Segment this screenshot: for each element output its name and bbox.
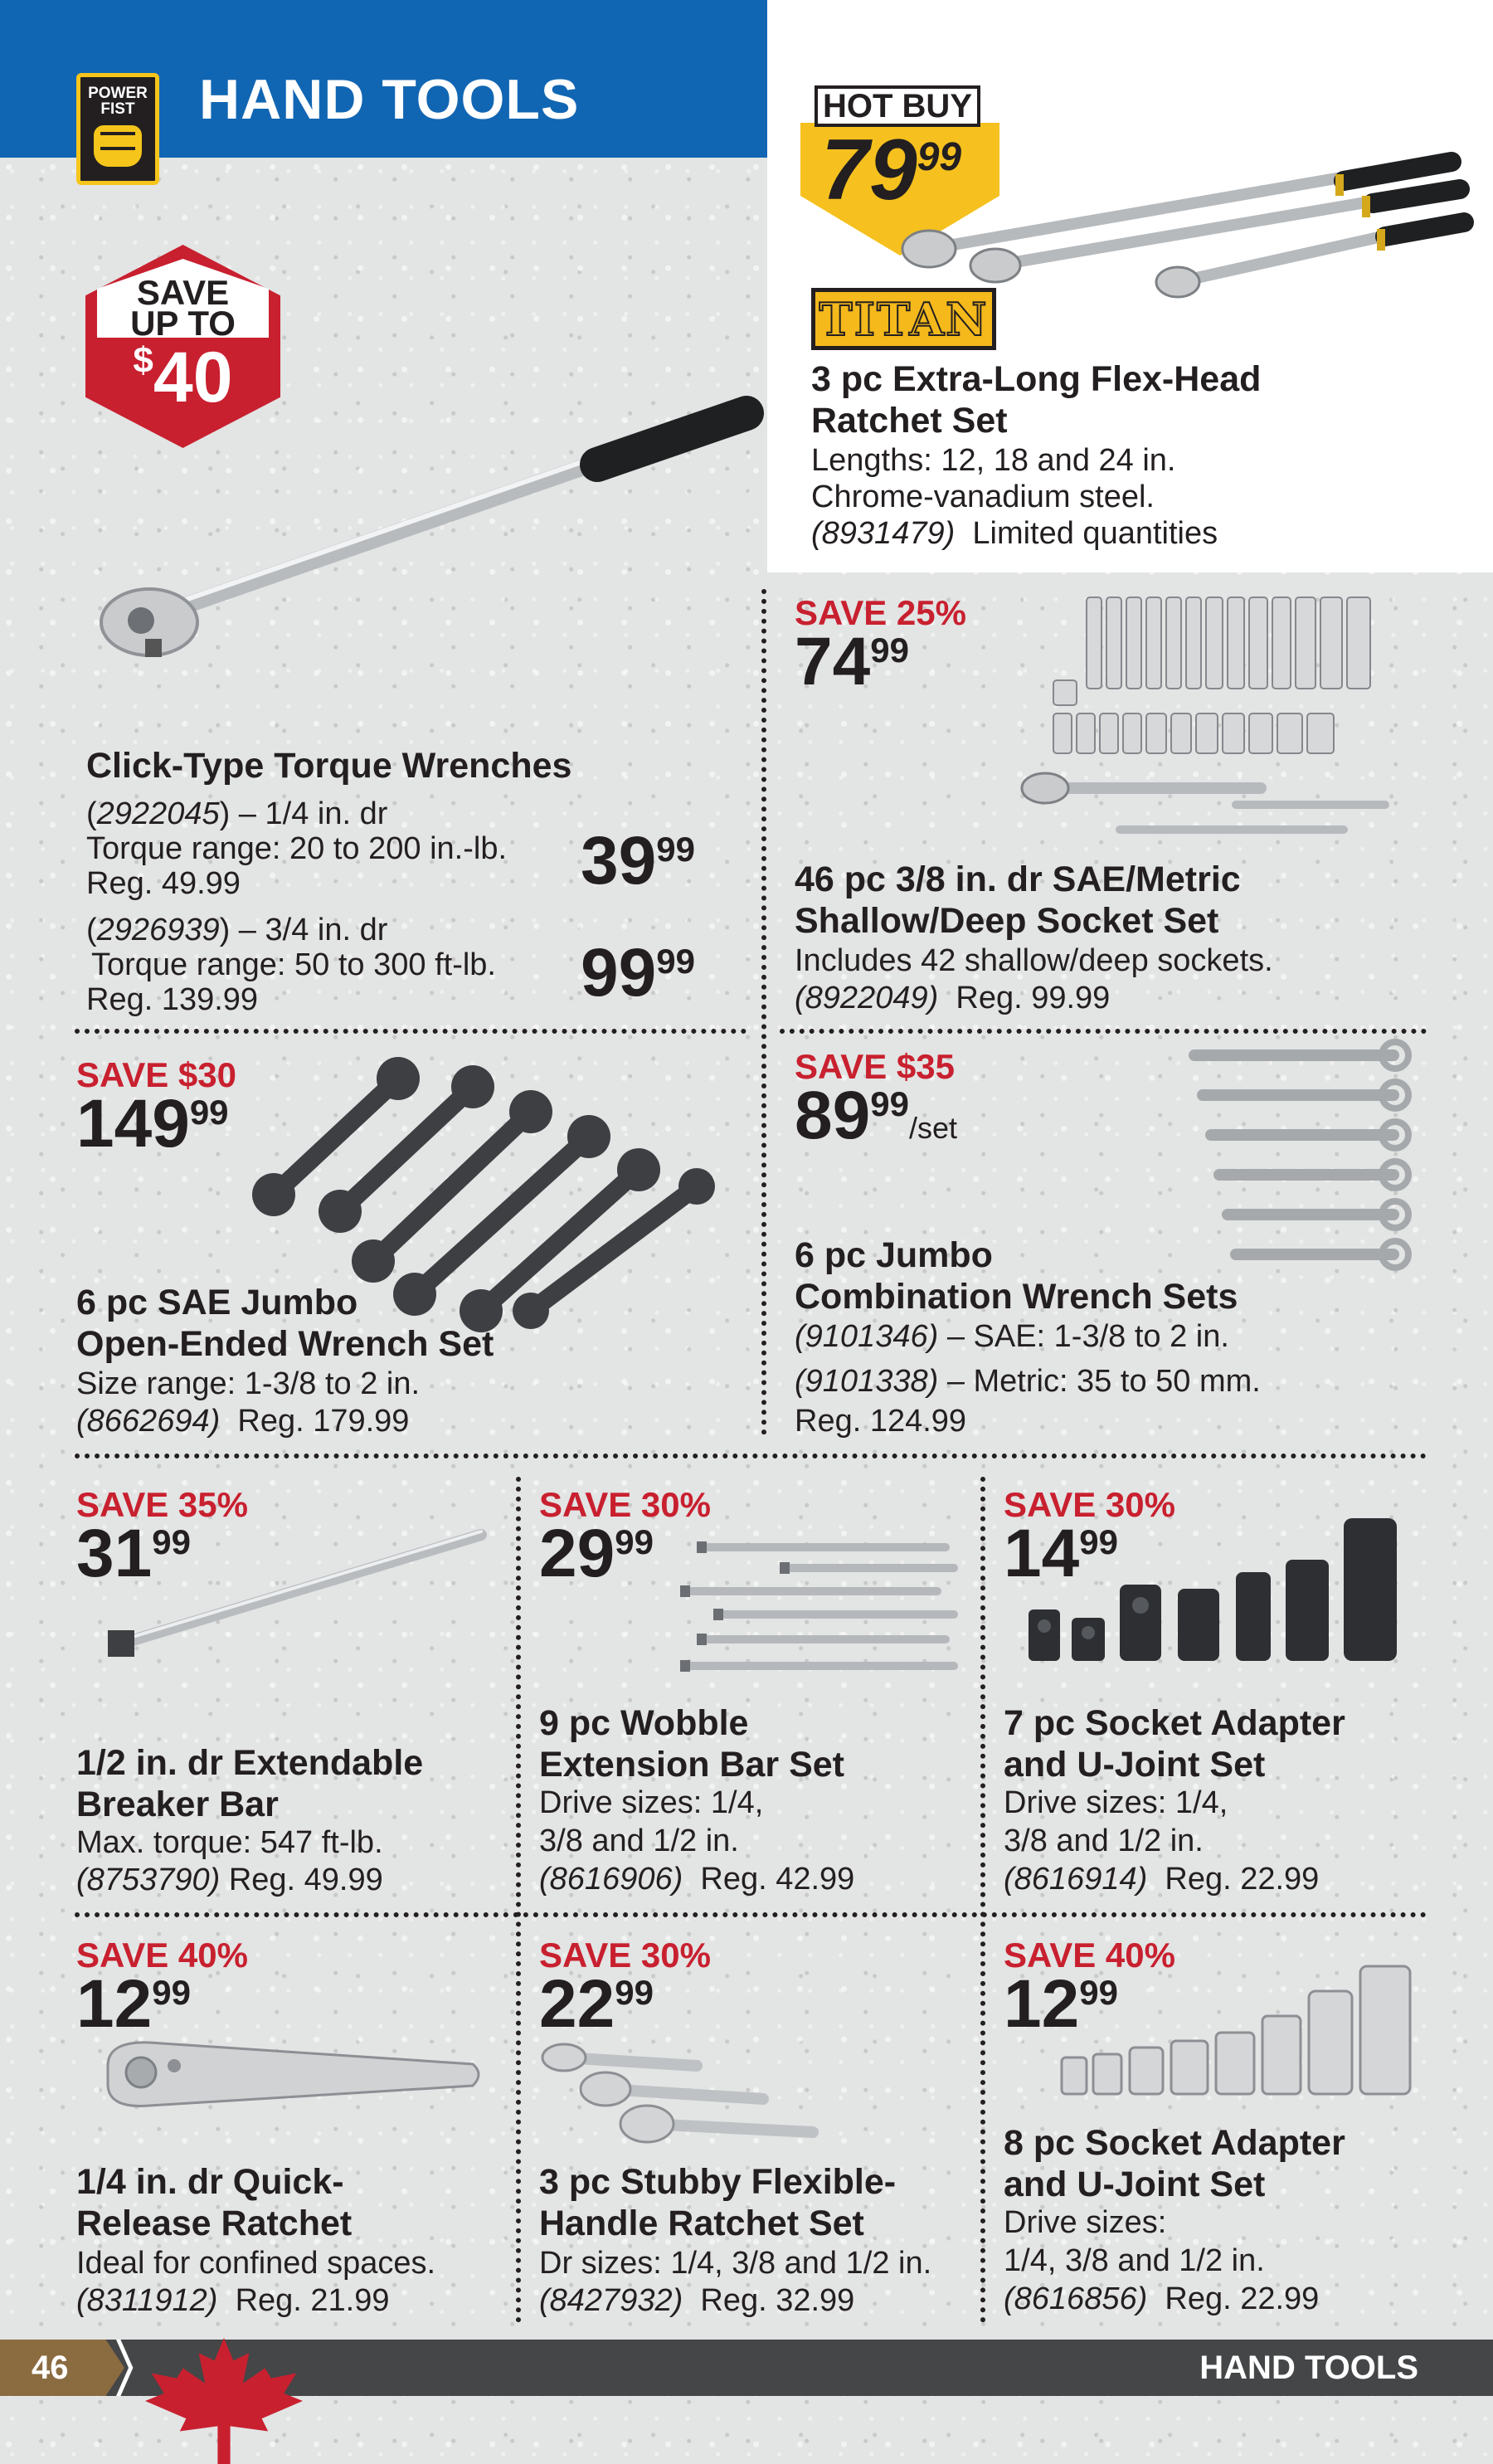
breaker-reg: Reg. 49.99: [228, 1863, 383, 1897]
save-badge-line1: SAVE: [136, 273, 230, 312]
quick-name-line1: 1/4 in. dr Quick-: [76, 2162, 344, 2202]
breaker-name-line1: 1/2 in. dr Extendable: [76, 1743, 424, 1783]
badge-amount-value: 40: [153, 338, 233, 417]
wobble-price-main: 29: [539, 1516, 615, 1591]
torque-v2-line: (2926939) – 3/4 in. dr: [86, 913, 388, 947]
adapter7-price-cents: 99: [1079, 1522, 1118, 1561]
openend-price-main: 149: [76, 1086, 190, 1161]
torque-v1-drive: ) – 1/4 in. dr: [219, 796, 388, 831]
combo-price-cents: 99: [870, 1084, 909, 1123]
socket46-price: [795, 626, 909, 698]
badge-currency: $: [133, 340, 153, 381]
adapter7-desc-line1: Drive sizes: 1/4,: [1004, 1785, 1228, 1820]
adapter8-sku: (8616856): [1004, 2281, 1148, 2316]
socket46-reg: Reg. 99.99: [956, 981, 1111, 1015]
wobble-price: [539, 1518, 654, 1590]
breaker-sku: (8753790): [76, 1863, 221, 1897]
stubby-price: [539, 1966, 654, 2042]
stubby-ratchet-image: [531, 2041, 829, 2149]
quick-release-ratchet-image: [91, 2033, 489, 2132]
socket46-save: SAVE 25%: [795, 593, 966, 632]
socket-adapter-7pc-image: [1020, 1493, 1418, 1676]
breaker-save: SAVE 35%: [76, 1485, 248, 1524]
stubby-price-main: 22: [539, 1966, 615, 2042]
torque-v1-price: [581, 825, 695, 897]
socket46-name-line1: 46 pc 3/8 in. dr SAE/Metric: [795, 859, 1241, 899]
divider-horizontal-full: [75, 1454, 1427, 1458]
save-badge-line2: UP TO: [130, 304, 236, 343]
adapter8-reg: Reg. 22.99: [1165, 2281, 1320, 2316]
titan-brand-logo: [811, 288, 996, 350]
torque-v2-range: Torque range: 50 to 300 ft-lb.: [91, 947, 496, 982]
socket-set-image: [1020, 589, 1385, 855]
stubby-price-cents: 99: [615, 1973, 654, 2012]
divider-vertical-lower-2: [980, 1477, 985, 2323]
titan-brand-text: TITAN: [819, 292, 989, 346]
adapter8-save: SAVE 40%: [1004, 1936, 1175, 1975]
openend-name-line1: 6 pc SAE Jumbo: [76, 1283, 358, 1322]
stubby-desc: Dr sizes: 1/4, 3/8 and 1/2 in.: [539, 2246, 932, 2281]
divider-horizontal-lower: [75, 1912, 1427, 1917]
torque-v1-price-main: 39: [581, 823, 657, 898]
torque-v1-line: (2922045) – 1/4 in. dr: [86, 796, 388, 831]
openend-sku-line: [76, 1402, 409, 1440]
footer-section-label: HAND TOOLS: [1199, 2350, 1418, 2386]
breaker-desc: Max. torque: 547 ft-lb.: [76, 1825, 383, 1860]
combo-price: [795, 1080, 957, 1164]
wobble-desc-line2: 3/8 and 1/2 in.: [539, 1824, 739, 1858]
stubby-name-line1: 3 pc Stubby Flexible-: [539, 2162, 897, 2202]
openend-price-cents: 99: [189, 1093, 229, 1132]
combo-save: SAVE $35: [795, 1047, 955, 1086]
hot-buy-note: Limited quantities: [972, 516, 1218, 551]
flex-head-ratchet-image: [896, 158, 1476, 307]
divider-horizontal-right-1: [780, 1029, 1427, 1034]
stubby-reg: Reg. 32.99: [700, 2283, 855, 2318]
combo-reg: Reg. 124.99: [795, 1404, 967, 1439]
wobble-reg: Reg. 42.99: [700, 1862, 855, 1897]
combo-v2-line: [795, 1362, 1261, 1400]
wobble-name-line2: Extension Bar Set: [539, 1745, 844, 1785]
adapter8-name-line2: and U-Joint Set: [1004, 2165, 1266, 2204]
wobble-sku: (8616906): [539, 1862, 683, 1897]
stubby-save: SAVE 30%: [539, 1936, 711, 1975]
socket46-name-line2: Shallow/Deep Socket Set: [795, 901, 1219, 941]
openend-desc: Size range: 1-3/8 to 2 in.: [76, 1366, 421, 1401]
adapter7-reg: Reg. 22.99: [1165, 1862, 1320, 1897]
breaker-bar-image: [100, 1527, 498, 1676]
breaker-price-main: 31: [76, 1516, 153, 1591]
adapter8-name-line1: 8 pc Socket Adapter: [1004, 2123, 1345, 2163]
quick-price-cents: 99: [152, 1973, 191, 2012]
torque-v1-reg: Reg. 49.99: [86, 866, 241, 901]
quick-price-main: 12: [76, 1966, 153, 2042]
combo-v1-sku: (9101346): [795, 1319, 939, 1354]
wobble-extension-image: [672, 1535, 970, 1692]
socket46-sku: (8922049): [795, 981, 939, 1015]
adapter7-desc-line2: 3/8 and 1/2 in.: [1004, 1824, 1204, 1858]
page-title: HAND TOOLS: [199, 68, 580, 131]
hot-buy-sku: (8931479): [811, 516, 956, 551]
hot-buy-name-line1: 3 pc Extra-Long Flex-Head: [811, 359, 1262, 399]
stubby-sku: (8427932): [539, 2283, 683, 2318]
wobble-desc-line1: Drive sizes: 1/4,: [539, 1785, 764, 1820]
breaker-price-cents: 99: [152, 1522, 191, 1561]
hot-buy-tag: HOT BUY: [815, 85, 980, 127]
socket46-sku-line: [795, 979, 1110, 1017]
combo-price-unit: /set: [908, 1111, 957, 1145]
quick-name-line2: Release Ratchet: [76, 2203, 353, 2243]
adapter7-name-line1: 7 pc Socket Adapter: [1004, 1703, 1345, 1743]
adapter7-sku-line: [1004, 1860, 1319, 1898]
socket46-desc: Includes 42 shallow/deep sockets.: [795, 943, 1273, 978]
adapter7-price-main: 14: [1004, 1516, 1080, 1591]
torque-wrench-image: [100, 398, 763, 672]
quick-sku: (8311912): [76, 2283, 218, 2318]
openend-save: SAVE $30: [76, 1055, 236, 1094]
adapter7-sku: (8616914): [1004, 1862, 1148, 1897]
socket46-price-main: 74: [795, 624, 871, 699]
quick-reg: Reg. 21.99: [235, 2283, 390, 2318]
torque-v1-price-cents: 99: [656, 830, 695, 869]
combo-v1-line: [795, 1317, 1229, 1356]
hot-buy-name-line2: Ratchet Set: [811, 401, 1008, 441]
combo-price-main: 89: [795, 1078, 871, 1153]
hot-buy-desc-line1: Lengths: 12, 18 and 24 in.: [811, 443, 1176, 478]
combo-name-line1: 6 pc Jumbo: [795, 1235, 993, 1275]
wobble-save: SAVE 30%: [539, 1485, 711, 1524]
adapter8-desc-line1: Drive sizes:: [1004, 2205, 1167, 2240]
torque-v1-range: Torque range: 20 to 200 in.-lb.: [86, 831, 508, 866]
hot-buy-sku-line: [811, 514, 1218, 553]
openend-price: [76, 1088, 229, 1160]
torque-name: Click-Type Torque Wrenches: [86, 746, 572, 786]
socket-adapter-8pc-image: [1053, 1950, 1427, 2107]
socket46-price-cents: 99: [870, 631, 909, 670]
adapter8-price-main: 12: [1004, 1966, 1080, 2042]
combo-name-line2: Combination Wrench Sets: [795, 1277, 1238, 1317]
stubby-name-line2: Handle Ratchet Set: [539, 2203, 864, 2243]
logo-text-line1: POWER: [88, 85, 148, 102]
wobble-name-line1: 9 pc Wobble: [539, 1703, 749, 1743]
torque-v2-price: [581, 937, 695, 1009]
quick-save: SAVE 40%: [76, 1936, 248, 1975]
quick-desc: Ideal for confined spaces.: [76, 2246, 436, 2281]
wobble-price-cents: 99: [615, 1522, 654, 1561]
breaker-name-line2: Breaker Bar: [76, 1785, 279, 1824]
combo-v1-desc: – SAE: 1-3/8 to 2 in.: [946, 1319, 1229, 1354]
page-number: 46: [32, 2350, 69, 2386]
torque-v2-price-main: 99: [581, 935, 657, 1010]
divider-vertical-lower-1: [516, 1477, 521, 2323]
combination-wrench-image: [1170, 1037, 1418, 1278]
combo-v2-sku: (9101338): [795, 1364, 939, 1399]
adapter8-sku-line: [1004, 2280, 1319, 2318]
combo-v2-desc: – Metric: 35 to 50 mm.: [946, 1364, 1261, 1399]
torque-v2-drive: ) – 3/4 in. dr: [219, 913, 388, 947]
breaker-sku-line: [76, 1861, 383, 1899]
torque-v1-sku: 2922045: [96, 796, 220, 831]
quick-sku-line: [76, 2281, 389, 2320]
torque-v2-price-cents: 99: [656, 942, 695, 981]
adapter7-save: SAVE 30%: [1004, 1485, 1175, 1524]
adapter8-desc-line2: 1/4, 3/8 and 1/2 in.: [1004, 2243, 1265, 2278]
torque-v2-reg: Reg. 139.99: [86, 982, 259, 1017]
divider-horizontal-left-1: [75, 1029, 746, 1034]
openend-reg: Reg. 179.99: [237, 1404, 410, 1439]
wobble-sku-line: [539, 1860, 854, 1898]
openend-name-line2: Open-Ended Wrench Set: [76, 1324, 494, 1364]
adapter7-name-line2: and U-Joint Set: [1004, 1745, 1266, 1785]
hot-buy-desc-line2: Chrome-vanadium steel.: [811, 480, 1155, 514]
stubby-sku-line: [539, 2281, 854, 2320]
power-fist-logo: [76, 73, 159, 185]
logo-text-line2: FIST: [100, 100, 135, 118]
adapter8-price-cents: 99: [1079, 1973, 1118, 2012]
divider-vertical-upper: [761, 589, 766, 1435]
openend-sku: (8662694): [76, 1404, 221, 1439]
hot-buy-price-main: 79: [821, 122, 917, 218]
hot-buy-price-cents: 99: [917, 135, 962, 179]
fist-icon: [94, 125, 142, 167]
hot-buy-price: [821, 124, 961, 216]
torque-v2-sku: 2926939: [96, 913, 220, 947]
quick-price: [76, 1966, 191, 2042]
